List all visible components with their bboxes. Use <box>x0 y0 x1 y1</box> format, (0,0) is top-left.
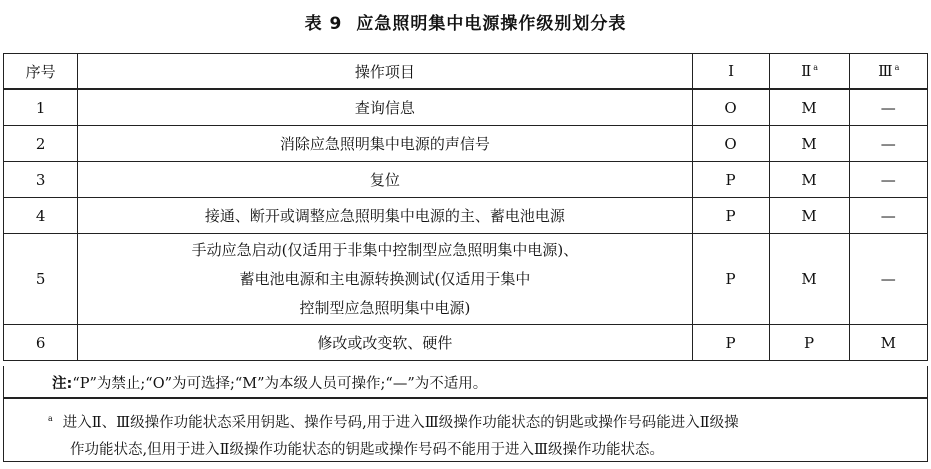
operation-item-line: 查询信息 <box>354 99 415 117</box>
row-operation-item <box>78 89 692 126</box>
row-level-2-value: M <box>769 198 849 234</box>
table-row <box>4 198 928 234</box>
operation-item-line: 蓄电池电源和主电源转换测试(仅适用于集中 <box>239 269 531 288</box>
operation-level-table <box>3 53 928 361</box>
row-number: 2 <box>4 126 78 162</box>
operation-item-line: 消除应急照明集中电源的声信号 <box>279 135 490 153</box>
header-item: 操作项目 <box>78 54 692 90</box>
footnote-line-2: 作功能状态,但用于进入Ⅱ级操作功能状态的钥匙或操作号码不能用于进入Ⅲ级操作功能状态。 <box>70 441 664 458</box>
operation-item-line: 控制型应急照明集中电源) <box>299 298 471 317</box>
table-row <box>4 162 928 198</box>
footnote-marker: a <box>48 414 53 423</box>
row-operation-item <box>78 198 692 234</box>
footnote-marker: a <box>894 63 899 72</box>
row-number: 6 <box>4 325 78 361</box>
row-level-3-value: — <box>849 89 927 126</box>
operation-item-line: 复位 <box>369 171 400 189</box>
header-level-1: Ⅰ <box>692 54 769 90</box>
header-level-3 <box>849 54 927 90</box>
row-level-3-value: — <box>849 126 927 162</box>
footnote-marker: a <box>813 63 818 72</box>
row-number: 3 <box>4 162 78 198</box>
row-level-3-value: — <box>849 234 927 325</box>
note-text: “P”为禁止;“O”为可选择;“M”为本级人员可操作;“—”为不适用。 <box>72 376 488 392</box>
row-level-3-value: — <box>849 198 927 234</box>
table-row <box>4 126 928 162</box>
row-operation-item <box>78 234 692 325</box>
row-level-2-value: M <box>769 162 849 198</box>
row-level-1-value: P <box>692 162 769 198</box>
note-prefix: 注: <box>52 376 73 392</box>
row-level-2-value: M <box>769 89 849 126</box>
note-line <box>3 366 928 398</box>
operation-item-line: 接通、断开或调整应急照明集中电源的主、蓄电池电源 <box>204 207 565 225</box>
row-level-1-value: P <box>692 198 769 234</box>
operation-item-line: 手动应急启动(仅适用于非集中控制型应急照明集中电源)、 <box>191 240 579 259</box>
row-number: 4 <box>4 198 78 234</box>
table-row <box>4 325 928 361</box>
row-level-2-value: M <box>769 126 849 162</box>
row-number: 5 <box>4 234 78 325</box>
header-level-2-label: Ⅱ <box>801 62 811 80</box>
footnote-a <box>3 398 928 462</box>
row-level-1-value: O <box>692 89 769 126</box>
header-level-2 <box>769 54 849 90</box>
row-operation-item <box>78 325 692 361</box>
row-operation-item <box>78 126 692 162</box>
header-level-3-label: Ⅲ <box>878 62 892 80</box>
table-row <box>4 89 928 126</box>
row-level-1-value: P <box>692 234 769 325</box>
row-number: 1 <box>4 89 78 126</box>
row-level-3-value: — <box>849 162 927 198</box>
table-body <box>4 89 928 361</box>
row-operation-item <box>78 162 692 198</box>
table-title <box>0 9 931 34</box>
header-no: 序号 <box>4 54 78 90</box>
footnote-line-1: 进入Ⅱ、Ⅲ级操作功能状态采用钥匙、操作号码,用于进入Ⅲ级操作功能状态的钥匙或操作号码能进入Ⅱ级操 <box>62 414 739 431</box>
table-caption: 应急照明集中电源操作级别划分表 <box>356 14 627 34</box>
row-level-2-value: P <box>769 325 849 361</box>
row-level-1-value: O <box>692 126 769 162</box>
table-header-row <box>4 54 928 90</box>
row-level-1-value: P <box>692 325 769 361</box>
row-level-3-value: M <box>849 325 927 361</box>
table-number: 表 9 <box>304 14 343 34</box>
operation-item-line: 修改或改变软、硬件 <box>317 334 453 352</box>
row-level-2-value: M <box>769 234 849 325</box>
table-row <box>4 234 928 325</box>
